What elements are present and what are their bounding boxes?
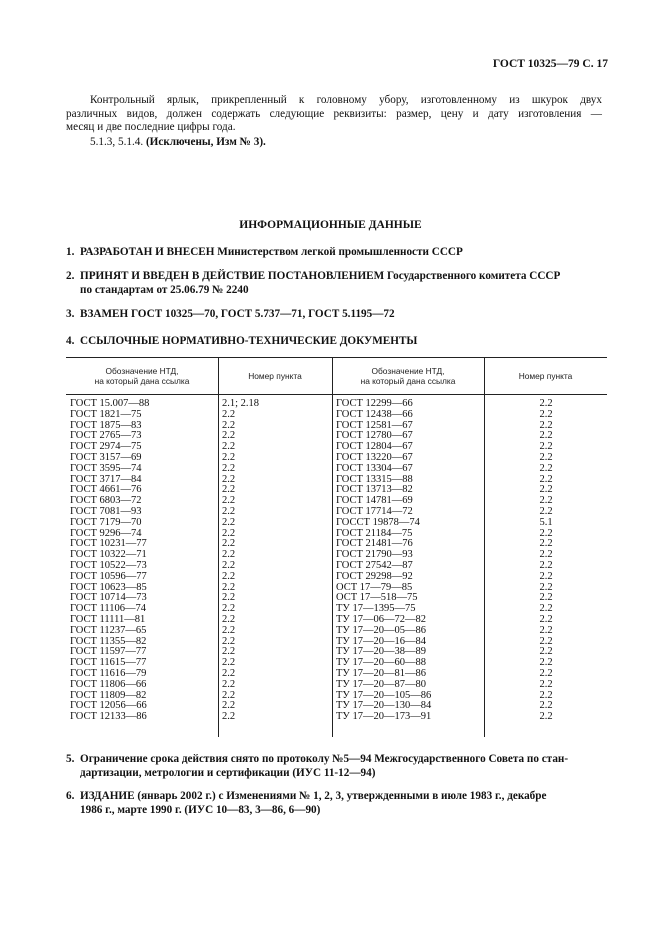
table-row	[66, 572, 607, 583]
cell-doc-left: ГОСТ 15.007—88	[70, 398, 150, 409]
cell-doc-right: ГОСТ 21184—75	[336, 527, 413, 539]
cell-doc-left: ГОСТ 10714—73	[70, 592, 147, 604]
section-number: 3.	[66, 308, 75, 320]
cell-doc-right: ГОСТ 13304—67	[336, 462, 413, 474]
header-item-right: Номер пункта	[518, 370, 573, 381]
cell-doc-right: ГОСТ 17714—72	[336, 506, 413, 517]
cell-doc-right: ГОСТ 13220—67	[336, 452, 413, 463]
cell-item-left: 2.2	[222, 592, 236, 604]
cell-doc-left: ГОСТ 2974—75	[70, 441, 142, 453]
cell-item-left: 2.2	[222, 495, 236, 507]
section-number: 1.	[66, 246, 75, 258]
excluded-items-note	[90, 136, 266, 148]
cell-doc-left: ГОСТ 11616—79	[70, 668, 147, 679]
cell-item-right: 2.2	[539, 495, 553, 507]
cell-doc-left: ГОСТ 11597—77	[70, 646, 147, 658]
cell-doc-right: ГОСТ 21790—93	[336, 549, 413, 561]
cell-item-left: 2.2	[222, 473, 236, 485]
section-1	[66, 246, 606, 260]
info-title: ИНФОРМАЦИОННЫЕ ДАННЫЕ	[239, 219, 422, 231]
cell-doc-right: ТУ 17—20—05—86	[336, 624, 426, 636]
intro-line: Контрольный ярлык, прикрепленный к головному убору, изготовленному из шкурок двух	[90, 94, 602, 106]
cell-item-right: 2.2	[539, 624, 553, 636]
cell-item-right: 2.2	[539, 538, 553, 550]
cell-doc-left: ГОСТ 2765—73	[70, 430, 142, 442]
cell-item-right: 2.2	[539, 570, 553, 582]
cell-item-right: 5.1	[539, 516, 553, 528]
intro-paragraph	[66, 94, 602, 135]
cell-item-left: 2.2	[222, 624, 236, 636]
cell-doc-right: ГОСТ 21481—76	[336, 538, 413, 550]
cell-item-left: 2.2	[222, 570, 236, 582]
header-doc-right	[332, 358, 484, 394]
cell-item-left: 2.2	[222, 678, 236, 690]
table-row	[66, 626, 607, 637]
cell-doc-right: ТУ 17—20—130—84	[336, 700, 432, 712]
cell-doc-left: ГОСТ 11237—65	[70, 624, 147, 636]
cell-item-right: 2.2	[539, 527, 553, 539]
cell-doc-right: ОСТ 17—79—85	[336, 581, 413, 593]
cell-item-right: 2.2	[539, 700, 553, 712]
cell-item-right: 2.2	[539, 678, 553, 690]
cell-item-right: 2.2	[539, 603, 553, 615]
cell-item-right: 2.2	[539, 560, 553, 571]
cell-doc-left: ГОСТ 10322—71	[70, 549, 147, 561]
cell-doc-right: ГОСТ 13315—88	[336, 473, 413, 485]
cell-doc-left: ГОСТ 11806—66	[70, 678, 147, 690]
cell-item-left: 2.2	[222, 527, 236, 539]
cell-doc-left: ГОСТ 11106—74	[70, 603, 147, 615]
cell-doc-right: ТУ 17—20—60—88	[336, 657, 426, 669]
section-text: 1986 г., марте 1990 г. (ИУС 10—83, 3—86, 6—90)	[80, 803, 321, 816]
cell-item-left: 2.2	[222, 484, 236, 496]
cell-doc-left: ГОСТ 6803—72	[70, 495, 142, 507]
section-text: по стандартам от 25.06.79 № 2240	[80, 283, 249, 296]
section-6	[66, 790, 606, 817]
cell-item-left: 2.2	[222, 452, 236, 463]
section-5	[66, 753, 606, 780]
cell-item-left: 2.2	[222, 549, 236, 561]
page-header: ГОСТ 10325—79 С. 17	[492, 58, 608, 70]
cell-item-left: 2.2	[222, 635, 236, 647]
intro-line: месяц и две последние цифры года.	[66, 121, 236, 134]
cell-item-left: 2.2	[222, 711, 236, 723]
table-row	[66, 410, 607, 421]
header-doc-line: Обозначение НТД,	[105, 365, 179, 376]
cell-item-right: 2.2	[539, 711, 553, 723]
cell-item-left: 2.2	[222, 581, 236, 593]
cell-item-right: 2.2	[539, 689, 553, 701]
cell-doc-right: ГОСТ 12299—66	[336, 398, 413, 409]
section-text: РАЗРАБОТАН И ВНЕСЕН Министерством легкой промышленности СССР	[80, 246, 463, 258]
cell-item-right: 2.2	[539, 646, 553, 658]
cell-doc-right: ТУ 17—20—173—91	[336, 711, 432, 723]
section-text: ССЫЛОЧНЫЕ НОРМАТИВНО-ТЕХНИЧЕСКИЕ ДОКУМЕНТЫ	[80, 335, 418, 347]
cell-doc-right: ТУ 17—20—87—80	[336, 678, 426, 690]
cell-item-left: 2.2	[222, 668, 236, 679]
cell-item-left: 2.2	[222, 408, 236, 420]
cell-item-left: 2.2	[222, 657, 236, 669]
section-3	[66, 308, 606, 322]
cell-doc-left: ГОСТ 4661—76	[70, 484, 142, 496]
cell-doc-right: ТУ 17—20—16—84	[336, 635, 426, 647]
cell-doc-left: ГОСТ 12133—86	[70, 711, 147, 723]
cell-item-left: 2.2	[222, 506, 236, 517]
excluded-ref: 5.1.3, 5.1.4.	[90, 136, 144, 148]
cell-item-right: 2.2	[539, 549, 553, 561]
cell-item-right: 2.2	[539, 581, 553, 593]
cell-doc-left: ГОСТ 3595—74	[70, 462, 142, 474]
table-row	[66, 518, 607, 529]
cell-item-right: 2.2	[539, 506, 553, 517]
cell-doc-right: ГОСТ 12780—67	[336, 430, 413, 442]
cell-item-left: 2.1; 2.18	[222, 398, 260, 409]
section-number: 5.	[66, 753, 75, 765]
cell-doc-left: ГОСТ 3157—69	[70, 452, 142, 463]
cell-doc-left: ГОСТ 11809—82	[70, 689, 147, 701]
section-text: ИЗДАНИЕ (январь 2002 г.) с Изменениями № 1, 2, 3, утвержденными в июле 1983 г., декабре	[80, 790, 547, 802]
cell-doc-left: ГОСТ 7081—93	[70, 506, 142, 517]
section-2	[66, 270, 606, 297]
section-text: дартизации, метрологии и сертификации (ИУС 11-12—94)	[80, 766, 376, 779]
cell-item-left: 2.2	[222, 603, 236, 615]
cell-item-left: 2.2	[222, 614, 236, 625]
cell-item-right: 2.2	[539, 614, 553, 625]
cell-item-right: 2.2	[539, 419, 553, 431]
header-doc-line: Обозначение НТД,	[371, 365, 445, 376]
cell-item-left: 2.2	[222, 646, 236, 658]
cell-doc-right: ГОССТ 19878—74	[336, 516, 420, 528]
cell-doc-right: ТУ 17—20—38—89	[336, 646, 426, 658]
cell-item-left: 2.2	[222, 430, 236, 442]
cell-doc-left: ГОСТ 10522—73	[70, 560, 147, 571]
cell-item-left: 2.2	[222, 462, 236, 474]
cell-item-left: 2.2	[222, 538, 236, 550]
cell-doc-right: ГОСТ 29298—92	[336, 570, 413, 582]
cell-doc-right: ГОСТ 12804—67	[336, 441, 413, 453]
header-doc-line: на который дана ссылка	[94, 376, 190, 386]
cell-doc-left: ГОСТ 11111—81	[70, 614, 146, 625]
cell-item-right: 2.2	[539, 657, 553, 669]
table-header	[66, 357, 607, 395]
cell-doc-right: ГОСТ 14781—69	[336, 495, 413, 507]
cell-doc-left: ГОСТ 3717—84	[70, 473, 142, 485]
cell-item-right: 2.2	[539, 592, 553, 604]
cell-doc-left: ГОСТ 10623—85	[70, 581, 147, 593]
cell-item-right: 2.2	[539, 430, 553, 442]
cell-doc-left: ГОСТ 7179—70	[70, 516, 142, 528]
cell-doc-left: ГОСТ 1875—83	[70, 419, 142, 431]
cell-item-right: 2.2	[539, 408, 553, 420]
section-text: Ограничение срока действия снято по протоколу №5—94 Межгосударственного Совета по стан-	[80, 753, 569, 765]
intro-line: различных видов, должен содержать следующие реквизиты: размер, цену и дату изготовления —	[66, 107, 602, 120]
cell-item-left: 2.2	[222, 441, 236, 453]
cell-item-left: 2.2	[222, 516, 236, 528]
cell-item-right: 2.2	[539, 473, 553, 485]
cell-doc-right: ТУ 17—20—81—86	[336, 668, 426, 679]
cell-item-left: 2.2	[222, 689, 236, 701]
cell-item-left: 2.2	[222, 419, 236, 431]
cell-item-right: 2.2	[539, 462, 553, 474]
cell-doc-right: ТУ 17—1395—75	[336, 603, 416, 615]
header-item-left: Номер пункта	[248, 370, 302, 381]
cell-doc-right: ГОСТ 27542—87	[336, 560, 413, 571]
section-4	[66, 335, 606, 349]
table-row	[66, 464, 607, 475]
cell-doc-left: ГОСТ 1821—75	[70, 408, 142, 420]
cell-doc-left: ГОСТ 10596—77	[70, 570, 147, 582]
cell-doc-left: ГОСТ 9296—74	[70, 527, 142, 539]
section-text: ВЗАМЕН ГОСТ 10325—70, ГОСТ 5.737—71, ГОСТ 5.1195—72	[80, 308, 395, 320]
cell-item-right: 2.2	[539, 668, 553, 679]
section-number: 4.	[66, 335, 75, 347]
cell-item-right: 2.2	[539, 635, 553, 647]
table-row	[66, 680, 607, 691]
cell-doc-left: ГОСТ 11615—77	[70, 657, 147, 669]
cell-doc-right: ТУ 17—06—72—82	[336, 614, 426, 625]
cell-item-right: 2.2	[539, 452, 553, 463]
cell-doc-right: ОСТ 17—518—75	[336, 592, 418, 604]
cell-doc-right: ТУ 17—20—105—86	[336, 689, 432, 701]
cell-item-left: 2.2	[222, 700, 236, 712]
cell-doc-left: ГОСТ 11355—82	[70, 635, 147, 647]
cell-doc-right: ГОСТ 12581—67	[336, 419, 413, 431]
cell-item-right: 2.2	[539, 484, 553, 496]
table-row	[66, 712, 607, 723]
cell-item-right: 2.2	[539, 398, 553, 409]
cell-doc-right: ГОСТ 13713—82	[336, 484, 413, 496]
header-doc-line: на который дана ссылка	[360, 376, 456, 386]
cell-doc-left: ГОСТ 10231—77	[70, 538, 147, 550]
header-doc-left	[66, 358, 218, 394]
section-text: ПРИНЯТ И ВВЕДЕН В ДЕЙСТВИЕ ПОСТАНОВЛЕНИЕМ Государственного комитета СССР	[80, 270, 561, 282]
cell-doc-right: ГОСТ 12438—66	[336, 408, 413, 420]
section-number: 6.	[66, 790, 75, 802]
excluded-text: (Исключены, Изм № 3).	[145, 136, 266, 148]
cell-item-left: 2.2	[222, 560, 236, 571]
cell-doc-left: ГОСТ 12056—66	[70, 700, 147, 712]
section-number: 2.	[66, 270, 75, 282]
cell-item-right: 2.2	[539, 441, 553, 453]
